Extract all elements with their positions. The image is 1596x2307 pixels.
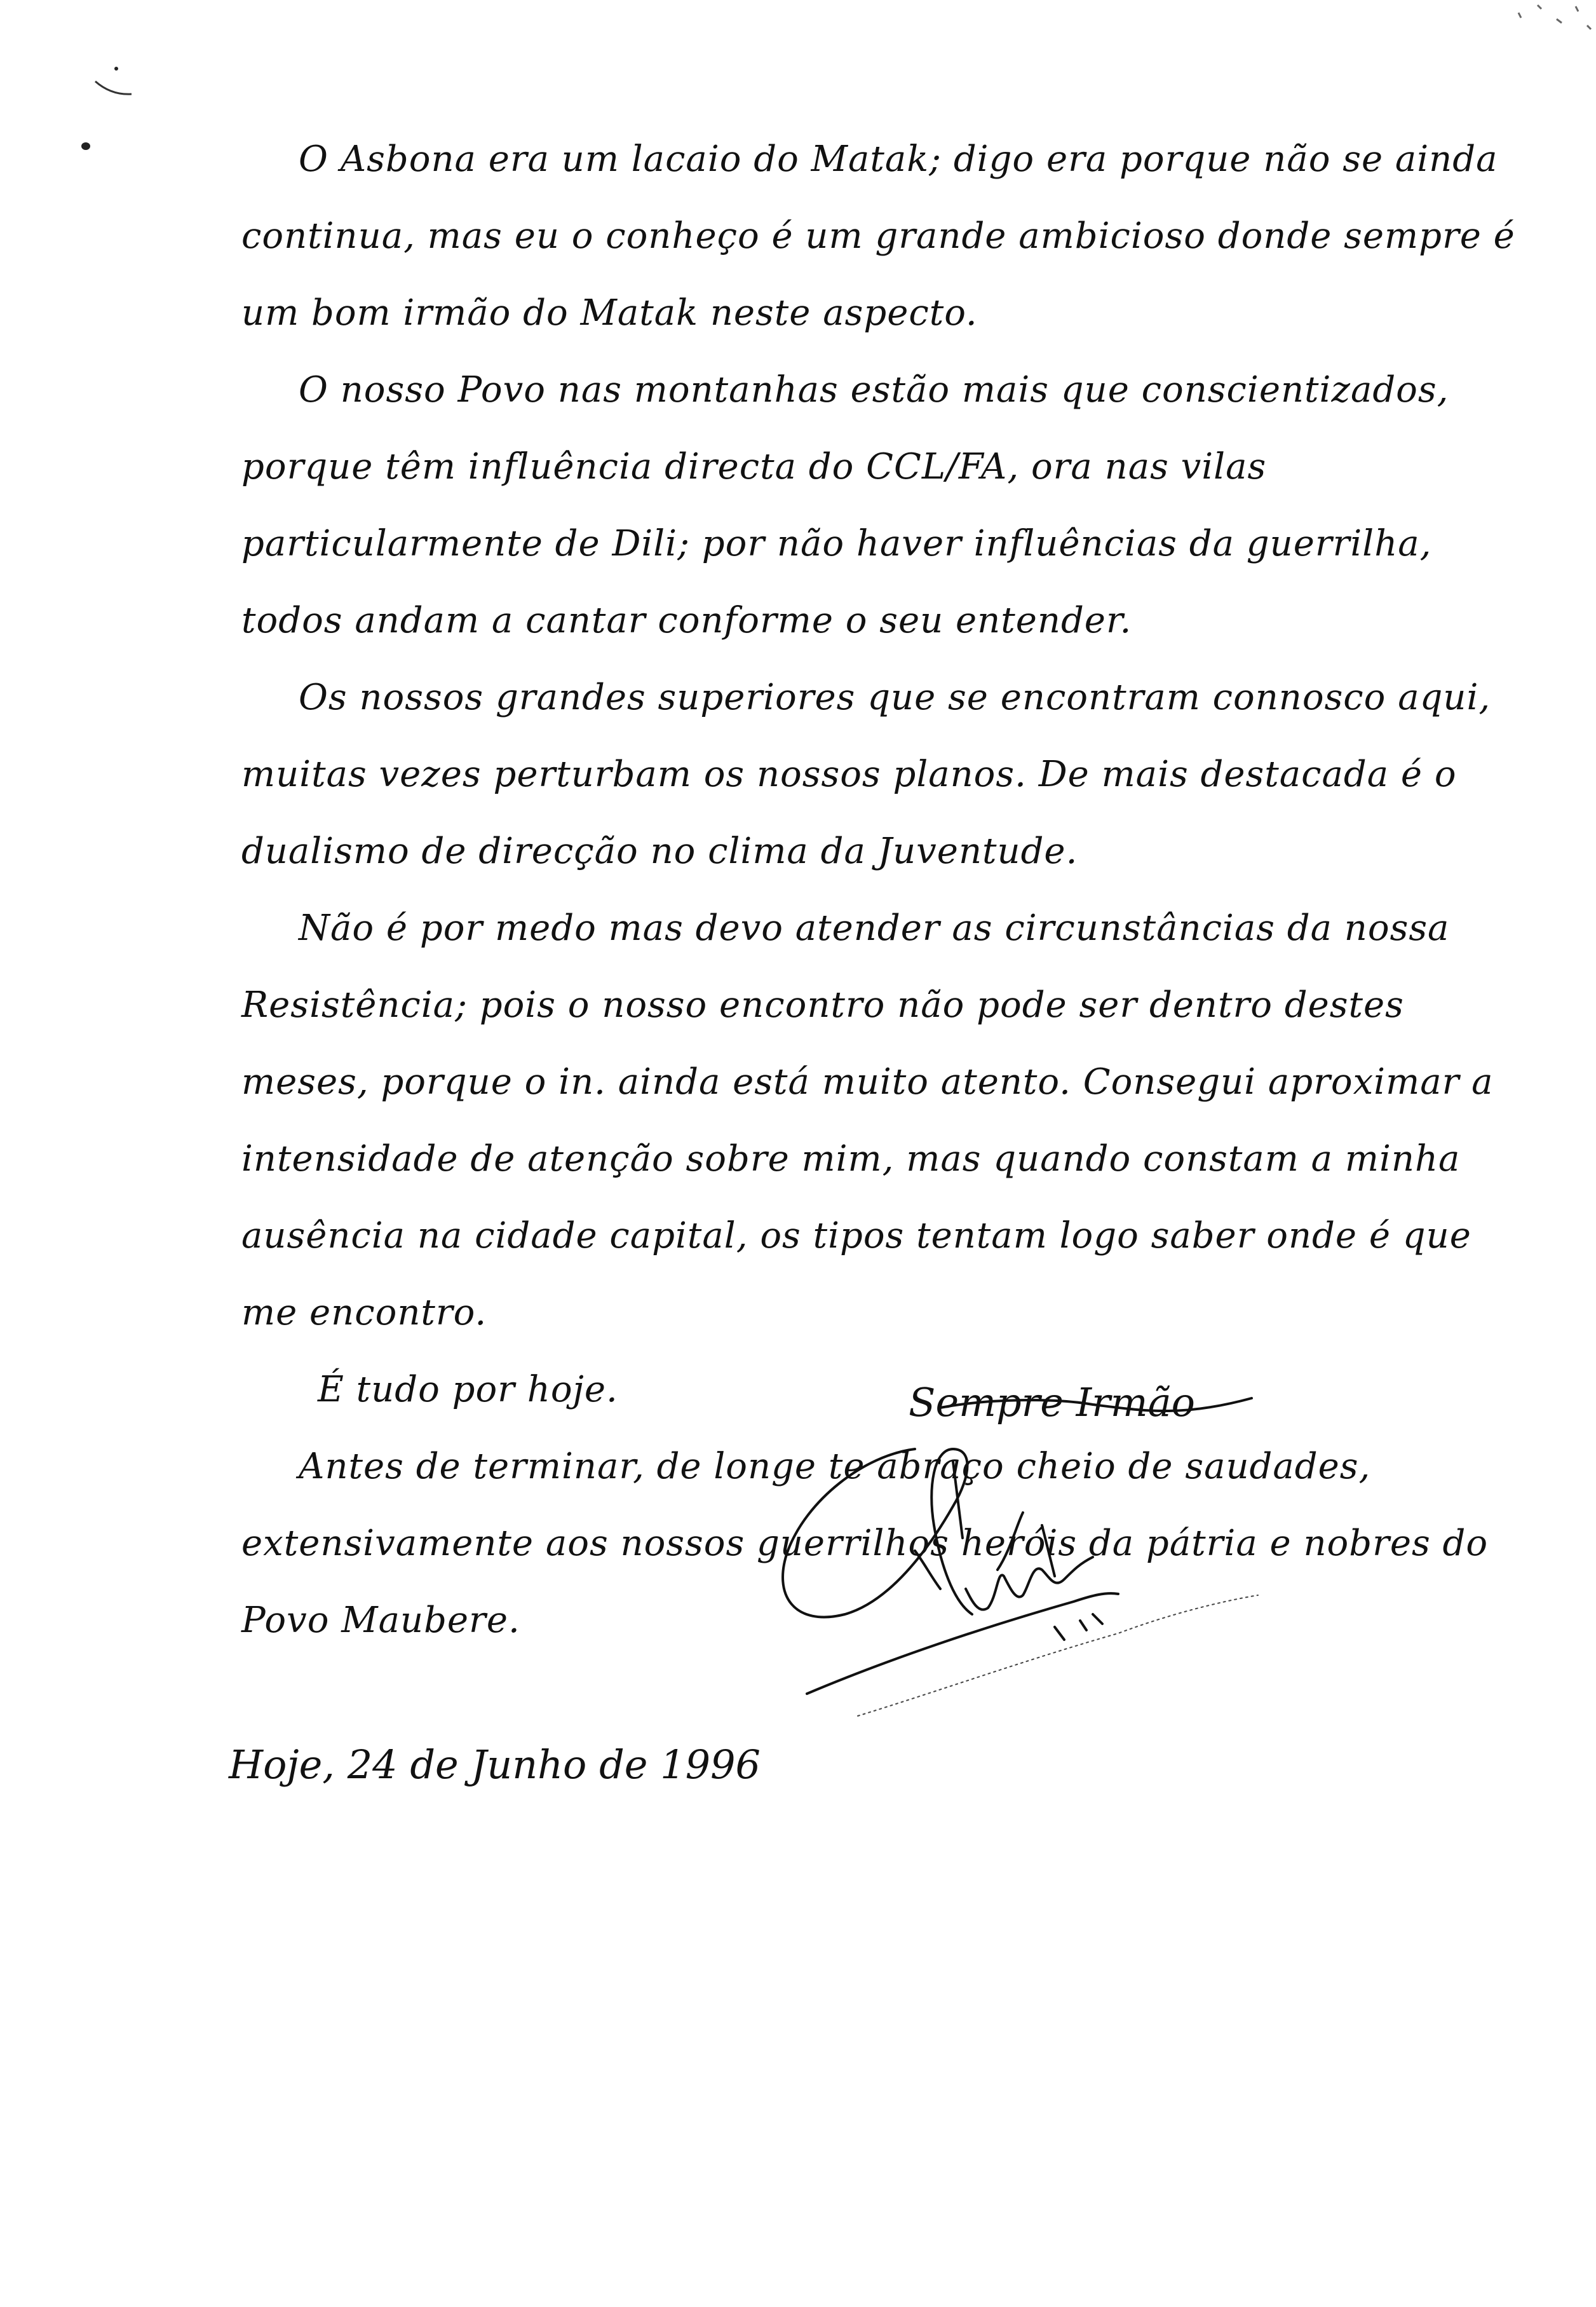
letter-date: Hoje, 24 de Junho de 1996 (229, 1741, 761, 1788)
letter-paragraph: É tudo por hoje. (318, 1369, 618, 1410)
corner-marks (1512, 0, 1595, 44)
signature-block (699, 1360, 1271, 1754)
letter-paragraph: O Asbona era um lacaio do Matak; digo era porque não se ainda continua, mas eu o conheço é um grande ambicioso donde sempre é um bom irmão do Matak neste aspecto. (241, 139, 1515, 334)
letter-paragraph: Os nossos grandes superiores que se encontram connosco aqui, muitas vezes perturbam os nossos planos. De mais destacada é o dualismo de direcção no clima da Juventude. (241, 677, 1491, 872)
letter-paragraph: O nosso Povo nas montanhas estão mais que conscientizados, porque têm influência directa do CCL/FA, ora nas vilas particularmente de Dili; por não haver influências da guerrilha, todos andam a cantar conforme o seu entender. (241, 369, 1449, 641)
paper-mark (92, 70, 137, 102)
handwritten-signature (699, 1360, 1271, 1754)
letter-paragraph: Não é por medo mas devo atender as circunstâncias da nossa Resistência; pois o nosso encontro não pode ser dentro destes meses, porque o in. ainda está muito atento. Consegui aproximar a intensidade de atenção sobre mim, mas quando constam a minha ausência na cidade capital, os tipos tentam logo saber onde é que me encontro. (241, 908, 1494, 1333)
letter-paragraph: Antes de terminar, de longe te abraço cheio de saudades, extensivamente aos nossos guerrilhos heróis da pátria e nobres do Povo Maubere. (241, 1446, 1489, 1641)
paper-speck (81, 142, 90, 150)
signature-closing: Sempre Irmão (909, 1379, 1195, 1426)
